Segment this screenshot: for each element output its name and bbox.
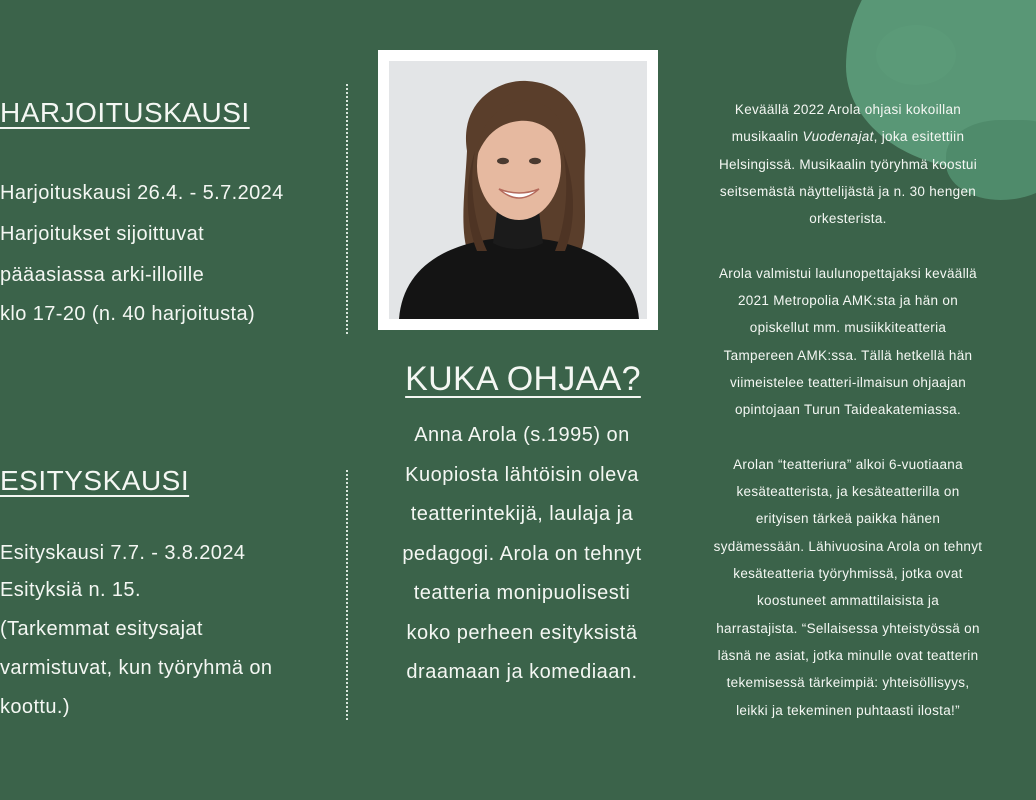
kuka-ohjaa-line: pedagogi. Arola on tehnyt [402,542,642,565]
bio-line: Arola valmistui laulunopettajaksi keväällä [719,265,977,281]
musical-title: Vuodenajat [802,129,874,145]
dotted-divider-top [346,84,348,334]
harjoituskausi-heading: HARJOITUSKAUSI [0,97,250,128]
bio-line: harrastajista. “Sellaisessa yhteistyössä on [716,620,980,636]
bio-line: kesäteatteria työryhmissä, jotka ovat [733,566,963,582]
kuka-ohjaa-line: teatteria monipuolisesti [413,582,631,604]
bio-line: sydämessään. Lähivuosina Arola on tehnyt [713,538,983,554]
kuka-ohjaa-line: Anna Arola (s.1995) on [414,424,630,446]
bio-line: orkesterista. [809,211,887,227]
bio-text [692,96,1004,724]
kuka-ohjaa-text [372,420,672,689]
kuka-ohjaa-line: koko perheen esityksistä [406,621,638,644]
esityskausi-line: Esityksiä n. 15. [0,579,141,601]
bio-line: Tampereen AMK:ssa. Tällä hetkellä hän [723,347,973,363]
bio-line: leikki ja tekeminen puhtaasti ilosta!” [736,702,960,718]
esityskausi-line: Esityskausi 7.7. - 3.8.2024 [0,542,246,564]
kuka-ohjaa-line: Kuopiosta lähtöisin oleva [405,463,639,486]
dotted-divider-bottom [346,470,348,720]
harjoituskausi-text [0,178,352,330]
decorative-blob-small [876,25,956,85]
bio-line: opintojaan Turun Taideakatemiassa. [734,402,962,418]
bio-line: läsnä ne asiat, jotka minulle ovat teatterin [717,647,979,663]
bio-line: kesäteatterista, ja kesäteatterilla on [736,484,960,500]
kuka-ohjaa-heading: KUKA OHJAA? [405,360,641,398]
bio-line: seitsemästä näyttelijästä ja n. 30 hengen [719,183,977,199]
bio-line: Keväällä 2022 Arola ohjasi kokoillan [734,102,962,117]
bio-line [692,123,1004,150]
bio-line: Helsingissä. Musikaalin työryhmä koostui [718,156,978,172]
director-photo-frame [378,50,658,330]
bio-line: koostuneet ammattilaisista ja [756,593,940,609]
director-photo [389,61,647,319]
bio-line: erityisen tärkeä paikka hänen [755,511,941,527]
bio-line: Arolan “teatteriura” alkoi 6-vuotiaana [733,456,963,472]
harjoituskausi-line: Harjoitukset sijoittuvat [0,223,205,245]
esityskausi-text [0,538,352,723]
bio-line: opiskellut mm. musiikkiteatteria [749,320,947,336]
kuka-ohjaa-line: teatterintekijä, laulaja ja [410,503,634,525]
harjoituskausi-line: Harjoituskausi 26.4. - 5.7.2024 [0,182,284,204]
esityskausi-line: varmistuvat, kun työryhmä on [0,657,273,679]
bio-line: 2021 Metropolia AMK:sta ja hän on [737,293,959,309]
esityskausi-line: (Tarkemmat esitysajat [0,618,203,640]
kuka-ohjaa-line: draamaan ja komediaan. [406,661,638,683]
bio-fragment: , joka esitettiin [873,129,965,145]
bio-line: tekemisessä tärkeimpiä: yhteisöllisyys, [726,675,970,691]
esityskausi-line: koottu.) [0,696,70,718]
bio-fragment: musikaalin [731,129,803,145]
harjoituskausi-line: klo 17-20 (n. 40 harjoitusta) [0,303,256,325]
bio-line: viimeistelee teatteri-ilmaisun ohjaajan [729,374,967,390]
esityskausi-heading: ESITYSKAUSI [0,465,190,496]
harjoituskausi-line: pääasiassa arki-illoille [0,264,205,286]
